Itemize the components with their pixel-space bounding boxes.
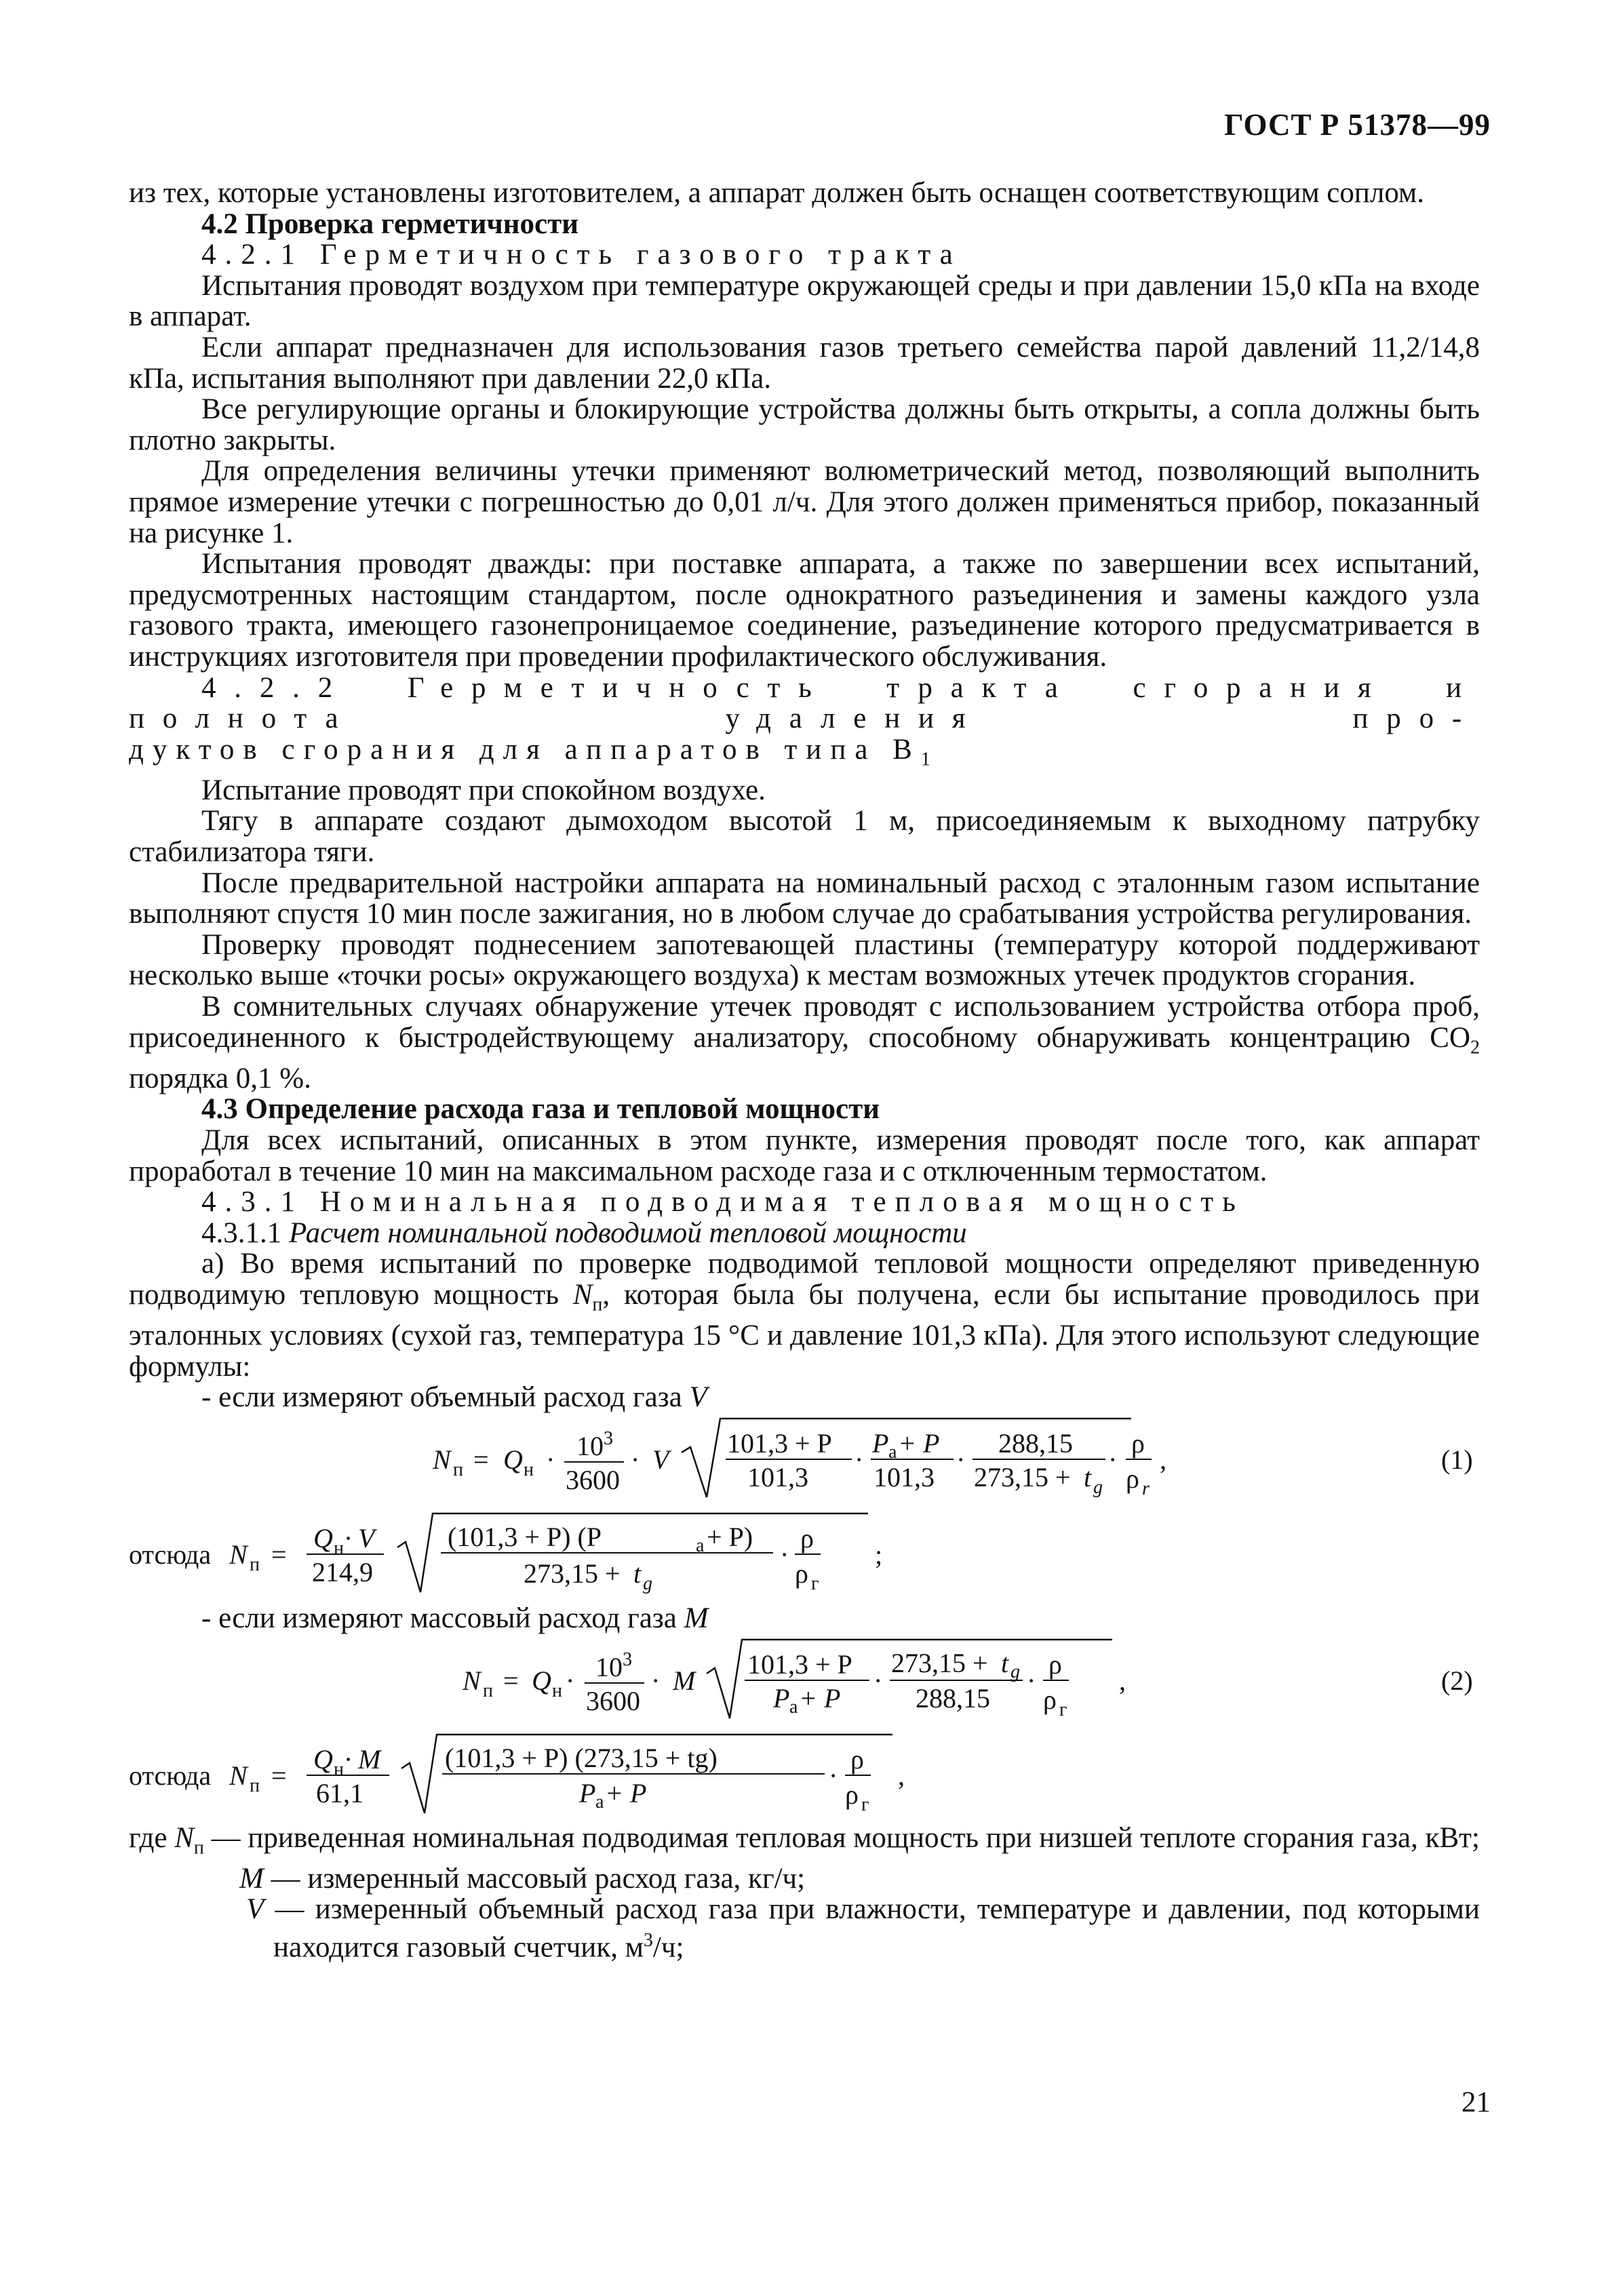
sup: 3 [604, 1427, 613, 1449]
formula-1 [129, 1413, 1480, 1508]
section-heading-4-2: 4.2 Проверка герметичности [201, 207, 578, 240]
dot: · [873, 1665, 883, 1696]
variable: M [239, 1862, 264, 1895]
var-Q: Q [313, 1522, 333, 1553]
sub: н [334, 1758, 344, 1780]
var-t: t [1001, 1647, 1009, 1678]
sub: г [811, 1572, 819, 1594]
subscript: п [592, 1294, 603, 1315]
sub: a [696, 1535, 705, 1556]
frac-num: 101,3 + P [747, 1648, 852, 1680]
sub: п [250, 1553, 260, 1575]
formula-2-hence-svg [129, 1729, 1480, 1823]
var-P: P [773, 1682, 790, 1714]
sub: н [552, 1680, 562, 1701]
dot: · [1108, 1444, 1118, 1475]
frac-num: 10 [595, 1651, 623, 1682]
subsection-heading-4-3-1: 4.3.1 Номинальная подводимая тепловая мощность [201, 1186, 1244, 1219]
frac-num: (101,3 + P) (P [448, 1521, 602, 1552]
dot: · [651, 1665, 661, 1696]
variable: M [684, 1602, 709, 1634]
sub: н [334, 1537, 344, 1559]
var-P: P [579, 1777, 596, 1808]
heading-title: Расчет номинальной подводимой тепловой мощности [289, 1216, 967, 1249]
subscript: п [193, 1837, 204, 1859]
dot: · [546, 1444, 555, 1475]
frac-den: 3600 [566, 1464, 620, 1495]
frac-den: 273,15 + [974, 1461, 1071, 1492]
definition-text: — измеренный объемный расход газа при влажности, температуре и давлении, под которыми находится газовый счетчик, м [264, 1893, 1480, 1964]
definition-text: /ч; [652, 1931, 684, 1964]
frac-den: 101,3 [873, 1461, 935, 1492]
var-P: P [872, 1427, 889, 1459]
subsection-heading-4-2-1: 4.2.1 Герметичность газового тракта [201, 239, 962, 271]
paragraph: Испытания проводят воздухом при температуре окружающей среды и при давлении 15,0 кПа на входе в аппарат. [129, 269, 1480, 333]
dot: · [956, 1444, 966, 1475]
definition-text: — измеренный массовый расход газа, кг/ч; [263, 1862, 806, 1895]
variable: V [246, 1893, 264, 1926]
sub: г [1059, 1699, 1067, 1720]
sub: r [1142, 1478, 1150, 1499]
frac-den: 3600 [586, 1685, 640, 1716]
equals: = [271, 1760, 287, 1791]
doc-code: ГОСТ Р 51378—99 [1223, 108, 1491, 142]
equation-number: (1) [1441, 1444, 1473, 1475]
frac-num: 288,15 [998, 1427, 1073, 1459]
paragraph: Для определения величины утечки применяют волюметрический метод, позволяющий выполнить прямое измерение утечки с погрешностью до 0,01 л/ч. Для этого должен применяться прибор, показанный на рисунке 1. [129, 455, 1480, 549]
frac-num: 101,3 + P [727, 1427, 832, 1459]
heading-text: дуктов сгорания для аппаратов типа B [129, 733, 921, 766]
subsection-heading-4-2-2-line2 [129, 734, 1480, 775]
var-t: t [1084, 1461, 1092, 1492]
dot: · [1027, 1665, 1036, 1696]
frac-den: + P [605, 1777, 647, 1808]
subscript: 2 [1470, 1037, 1480, 1058]
frac-num: + P) [707, 1521, 753, 1552]
definition-M [129, 1863, 1480, 1895]
formula-2 [129, 1634, 1480, 1729]
text: , которая была бы получена, если бы испытание проводилось при эталонных условиях (сухой газ, температура 15 °С и давление 101,3 кПа). Для этого используют следующие формулы: [129, 1278, 1480, 1383]
paragraph: Для всех испытаний, описанных в этом пункте, измерения проводят после того, как аппарат проработал в течение 10 мин на максимальном расходе газа и с отключенным термостатом. [129, 1124, 1480, 1187]
dot: · [855, 1444, 864, 1475]
text: где [129, 1821, 175, 1854]
paragraph: После предварительной настройки аппарата на номинальный расход с эталонным газом испытание выполняют спустя 10 мин после зажигания, но в любом случае до срабатывания устройства регулирования. [129, 867, 1480, 930]
equals: = [271, 1539, 287, 1570]
var-t: t [633, 1558, 642, 1589]
frac-num: ρ [1048, 1648, 1062, 1680]
var-Q: Q [503, 1444, 523, 1475]
frac-den: ρ [1043, 1684, 1057, 1715]
sub: п [250, 1775, 260, 1796]
superscript: 3 [643, 1929, 653, 1951]
tail: , [1160, 1444, 1166, 1475]
var-N: N [229, 1539, 248, 1570]
bullet-item [129, 1382, 1480, 1413]
paragraph [129, 1248, 1480, 1382]
sub: a [888, 1441, 897, 1463]
sub: g [1093, 1476, 1103, 1498]
dot: · [566, 1665, 575, 1696]
equals: = [473, 1444, 489, 1475]
frac-num: ρ [1131, 1427, 1145, 1459]
formula-1-svg [129, 1413, 1480, 1508]
frac-num: + P [898, 1427, 940, 1459]
tail: , [1119, 1665, 1126, 1696]
frac-num: ρ [800, 1522, 814, 1553]
tail: ; [875, 1539, 883, 1570]
equation-number: (2) [1441, 1665, 1473, 1696]
frac-den: 101,3 [747, 1461, 808, 1492]
tail: , [898, 1760, 905, 1791]
dot: · [631, 1444, 640, 1475]
variable: V [689, 1381, 707, 1414]
formula-1-hence-svg [129, 1508, 1480, 1603]
paragraph: Все регулирующие органы и блокирующие устройства должны быть открыты, а сопла должны быть плотно закрыты. [129, 393, 1480, 456]
text: а) Во время испытаний по проверке подводимой тепловой мощности определяют приведенную подводимую тепловую мощность [129, 1248, 1480, 1311]
text: порядка 0,1 %. [129, 1062, 311, 1094]
frac-num: ρ [850, 1743, 864, 1775]
sub: г [861, 1794, 869, 1815]
frac-den: 61,1 [316, 1777, 364, 1808]
frac-den: 288,15 [916, 1682, 990, 1714]
sup: 3 [623, 1648, 632, 1670]
variable: N [572, 1278, 593, 1311]
frac-num: · M [345, 1743, 381, 1775]
equals: = [503, 1665, 519, 1696]
frac-num: 273,15 + [891, 1647, 988, 1678]
subsection-heading-4-2-2-line1: 4.2.2 Герметичность тракта сгорания и полнота удаления про- [129, 671, 1480, 735]
formula-1-hence [129, 1508, 1480, 1603]
heading-number: 4.3.1.1 [201, 1216, 289, 1249]
hence-label: отсюда [129, 1760, 212, 1791]
frac-num: · V [345, 1522, 375, 1553]
var-N: N [433, 1444, 451, 1475]
var-N: N [463, 1665, 481, 1696]
dot: · [829, 1760, 838, 1791]
hence-label: отсюда [129, 1539, 212, 1570]
frac-den: + P [799, 1682, 841, 1714]
document-body [129, 178, 1480, 1963]
definition-V [129, 1894, 1480, 1963]
dot: · [780, 1539, 789, 1570]
frac-num: (101,3 + P) (273,15 + tg) [445, 1742, 718, 1773]
paragraph: Проверку проводят поднесением запотевающей пластины (температуру которой поддерживают несколько выше «точки росы» окружающего воздуха) к местам возможных утечек продуктов сгорания. [129, 928, 1480, 992]
sub: a [789, 1696, 798, 1718]
frac-den: ρ [1126, 1463, 1139, 1494]
sub: g [643, 1572, 652, 1594]
subsection-heading-4-3-1-1 [129, 1218, 1480, 1249]
bullet-item [129, 1603, 1480, 1634]
sub: g [1010, 1661, 1020, 1682]
text: - если измеряют массовый расход газа [201, 1602, 684, 1634]
frac-den: ρ [795, 1558, 808, 1589]
paragraph [129, 991, 1480, 1094]
definition-text: — приведенная номинальная подводимая тепловая мощность при низшей теплоте сгорания газа, кВт; [203, 1821, 1480, 1854]
subscript: 1 [920, 749, 930, 770]
paragraph: из тех, которые установлены изготовителем, а аппарат должен быть оснащен соответствующим соплом. [129, 177, 1424, 209]
sub: п [453, 1459, 463, 1480]
frac-den: ρ [845, 1779, 859, 1810]
paragraph: Испытание проводят при спокойном воздухе. [201, 774, 766, 806]
text: В сомнительных случаях обнаружение утечек проводят с использованием устройства отбора проб, присоединенного к быстродействующему анализатору, способному обнаруживать концентрацию СО [129, 991, 1480, 1054]
page-number: 21 [1461, 2086, 1491, 2118]
sub: н [524, 1459, 534, 1480]
frac-den: 273,15 + [524, 1558, 621, 1589]
var-V: V [652, 1444, 669, 1475]
var-Q: Q [532, 1665, 551, 1696]
sub: п [483, 1680, 493, 1701]
definition-Nn [129, 1823, 1480, 1863]
paragraph: Испытания проводят дважды: при поставке аппарата, а также по завершении всех испытаний, предусмотренных настоящим стандартом, после однократного разъединения и замены каждого узла газового тракта, имеющего газонепроницаемое соединение, разъединение которого предусматривается в инструкциях изготовителя при проведении профилактического обслуживания. [129, 548, 1480, 673]
sub: a [595, 1791, 604, 1813]
var-M: M [673, 1665, 696, 1696]
var-Q: Q [313, 1743, 333, 1775]
paragraph: Тягу в аппарате создают дымоходом высотой 1 м, присоединяемым к выходному патрубку стабилизатора тяги. [129, 805, 1480, 869]
section-heading-4-3: 4.3 Определение расхода газа и тепловой мощности [201, 1093, 880, 1126]
frac-den: 214,9 [312, 1556, 373, 1587]
formula-2-svg [129, 1634, 1480, 1729]
formula-2-hence [129, 1729, 1480, 1823]
frac-num: 10 [576, 1430, 604, 1461]
variable: N [174, 1821, 194, 1854]
text: - если измеряют объемный расход газа [201, 1381, 690, 1414]
var-N: N [229, 1760, 248, 1791]
paragraph: Если аппарат предназначен для использования газов третьего семейства парой давлений 11,2/14,8 кПа, испытания выполняют при давлении 22,0 кПа. [129, 331, 1480, 395]
